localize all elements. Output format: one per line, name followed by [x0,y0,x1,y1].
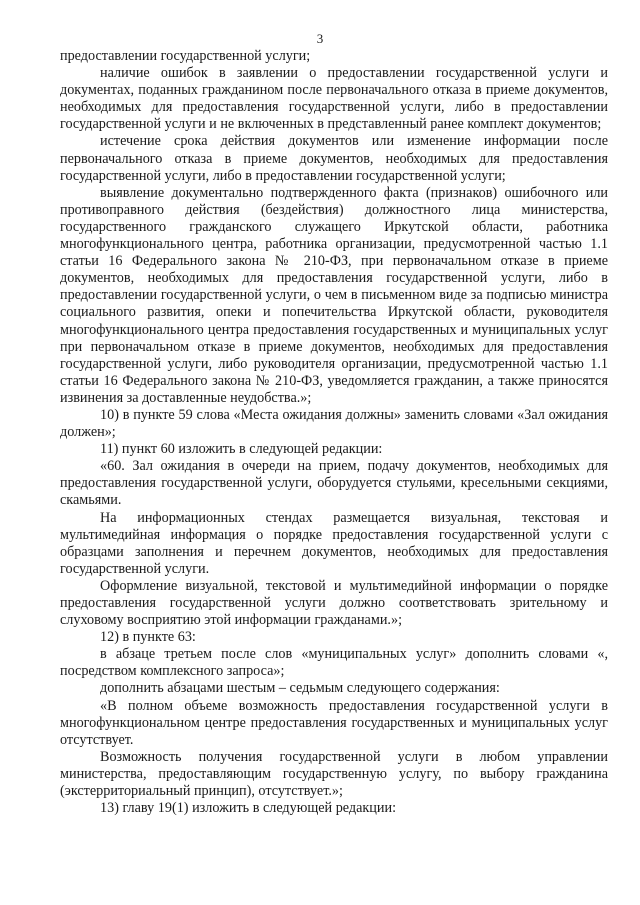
paragraph: дополнить абзацами шестым – седьмым следующего содержания: [100,680,500,697]
paragraph: 10) в пункте 59 слова «Места ожидания должны» заменить словами «Зал ожидания должен»; [60,406,608,441]
paragraph: 11) пункт 60 изложить в следующей редакции: [100,441,383,458]
document-body [60,48,608,817]
paragraph: На информационных стендах размещается визуальная, текстовая и мультимедийная информация о порядке предоставления государственной услуги с образцами заполнения и перечнем документов, необходимых для предоставления государственной услуги. [60,509,608,577]
paragraph: предоставлении государственной услуги; [60,48,311,64]
paragraph: Оформление визуальной, текстовой и мультимедийной информации о порядке предоставления государственной услуги должно соответствовать зрительному и слуховому восприятию этой информации гражданами.»; [60,577,608,629]
paragraph: выявление документально подтвержденного факта (признаков) ошибочного или противоправного действия (бездействия) должностного лица министерства, государственного гражданского служащего Иркутской области, работника многофункционального центра, работника организации, предусмотренной частью 1.1 статьи 16 Федерального закона № 210-ФЗ, при первоначальном отказе в приеме документов, необходимых для предоставления государственной услуги, либо в предоставлении государственной услуги, о чем в письменном виде за подписью министра социального развития, опеки и попечительства Иркутской области, руководителя многофункционального центра предоставления государственных и муниципальных услуг при первоначальном отказе в приеме документов, необходимых для предоставления государственной услуги, либо руководителя организации, предусмотренной частью 1.1 статьи 16 Федерального закона № 210-ФЗ, уведомляется гражданин, а также приносятся извинения за доставленные неудобства.»; [60,184,608,406]
paragraph: Возможность получения государственной услуги в любом управлении министерства, предоставляющим государственную услугу, по выбору гражданина (экстерриториальный принцип), отсутствует.»; [60,748,608,800]
paragraph: в абзаце третьем после слов «муниципальных услуг» дополнить словами «, посредством комплексного запроса»; [60,646,608,680]
paragraph: 12) в пункте 63: [100,629,196,646]
paragraph: 13) главу 19(1) изложить в следующей редакции: [100,800,397,817]
paragraph: «60. Зал ожидания в очереди на прием, подачу документов, необходимых для предоставления государственной услуги, оборудуется стульями, кресельными секциями, скамьями. [60,458,608,509]
page-number: 3 [316,31,324,46]
paragraph: наличие ошибок в заявлении о предоставлении государственной услуги и документах, поданных гражданином после первоначального отказа в приеме документов, необходимых для предоставления государственной услуги, либо в предоставлении государственной услуги и не включенных в представленный ранее комплект документов; [60,65,608,133]
paragraph: истечение срока действия документов или изменение информации после первоначального отказа в приеме документов, необходимых для предоставления государственной услуги, либо в предоставлении государственной услуги; [60,133,608,184]
paragraph: «В полном объеме возможность предоставления государственной услуги в многофункциональном центре предоставления государственных и муниципальных услуг отсутствует. [60,697,608,748]
